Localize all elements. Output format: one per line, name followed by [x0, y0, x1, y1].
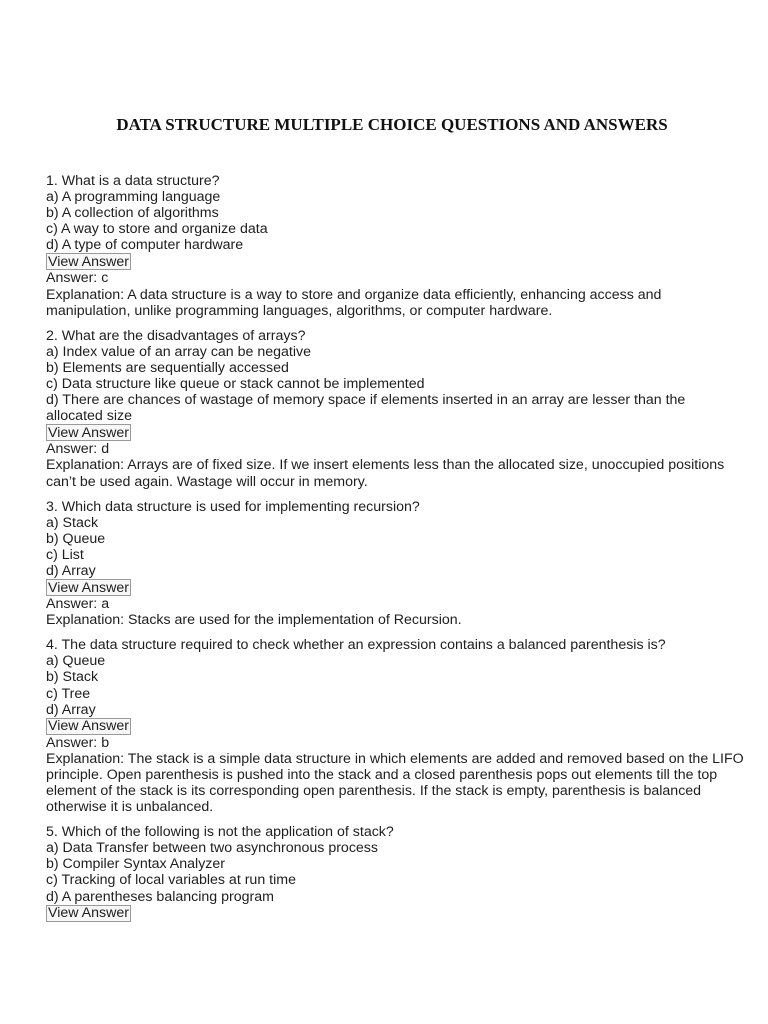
explanation-text: Explanation: Arrays are of fixed size. If we insert elements less than the allocated size, unoccupied positions can’t be used again. Wastage will occur in memory.	[46, 457, 725, 490]
question-block-4	[46, 637, 746, 815]
option-b: b) Stack	[46, 669, 99, 686]
answer-text: Answer: b	[46, 734, 110, 751]
question-text: 4. The data structure required to check whether an expression contains a balanced parenthesis is?	[46, 637, 666, 654]
explanation-text: Explanation: Stacks are used for the implementation of Recursion.	[46, 612, 462, 629]
option-b: b) Elements are sequentially accessed	[46, 359, 289, 376]
question-list	[46, 173, 746, 931]
option-c: c) A way to store and organize data	[46, 221, 268, 238]
option-a: a) Stack	[46, 514, 99, 531]
question-text: 1. What is a data structure?	[46, 173, 220, 189]
question-text: 3. Which data structure is used for implementing recursion?	[46, 498, 420, 515]
answer-text: Answer: c	[46, 270, 109, 287]
option-d: d) There are chances of wastage of memory space if elements inserted in an array are lesser than the allocated size	[46, 392, 686, 425]
question-block-5	[46, 824, 746, 921]
answer-text: Answer: d	[46, 441, 110, 458]
option-a: a) Queue	[46, 653, 106, 670]
question-text: 2. What are the disadvantages of arrays?	[46, 327, 306, 344]
explanation-text: Explanation: A data structure is a way to store and organize data efficiently, enhancing access and manipulation, unlike programming languages, algorithms, or computer hardware.	[46, 286, 662, 319]
question-block-2	[46, 328, 746, 490]
option-a: a) A programming language	[46, 189, 221, 206]
explanation-text: Explanation: The stack is a simple data structure in which elements are added and removed based on the LIFO principle. Open parenthesis is pushed into the stack and a closed parenthesis pops out elements till the top element of the stack is its corresponding open parenthesis. If the stack is empty, parenthesis is balanced otherwise it is unbalanced.	[46, 750, 744, 816]
option-a: a) Index value of an array can be negative	[46, 343, 312, 360]
answer-text: Answer: a	[46, 596, 110, 613]
option-c: c) Tracking of local variables at run time	[46, 872, 296, 889]
option-d: d) Array	[46, 701, 96, 718]
option-a: a) Data Transfer between two asynchronous process	[46, 840, 378, 857]
option-b: b) Compiler Syntax Analyzer	[46, 856, 225, 873]
option-c: c) Tree	[46, 685, 91, 702]
view-answer-button[interactable]: View Answer	[48, 424, 129, 441]
page-title: DATA STRUCTURE MULTIPLE CHOICE QUESTIONS AND ANSWERS	[116, 115, 668, 134]
option-d: d) Array	[46, 562, 96, 579]
option-b: b) Queue	[46, 530, 106, 547]
option-c: c) List	[46, 546, 84, 563]
question-block-1	[46, 173, 746, 319]
option-c: c) Data structure like queue or stack cannot be implemented	[46, 376, 425, 393]
option-d: d) A type of computer hardware	[46, 237, 244, 254]
option-d: d) A parentheses balancing program	[46, 888, 274, 905]
question-block-3	[46, 499, 746, 629]
option-b: b) A collection of algorithms	[46, 205, 219, 222]
view-answer-button[interactable]: View Answer	[48, 579, 129, 596]
view-answer-button[interactable]: View Answer	[48, 253, 129, 270]
view-answer-button[interactable]: View Answer	[48, 905, 129, 922]
view-answer-button[interactable]: View Answer	[48, 718, 129, 735]
question-text: 5. Which of the following is not the application of stack?	[46, 824, 394, 841]
